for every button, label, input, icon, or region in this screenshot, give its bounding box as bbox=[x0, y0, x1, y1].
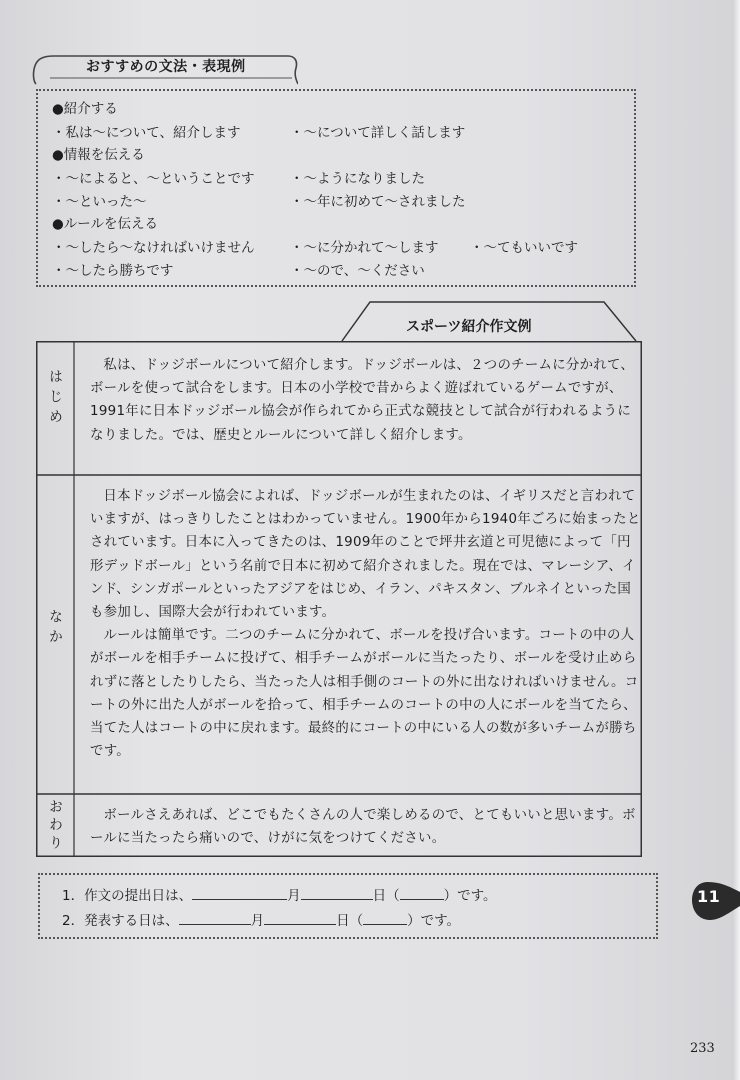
row-label-owari bbox=[36, 799, 74, 859]
grammar-item: ・〜したら勝ちです bbox=[52, 263, 174, 279]
day-blank[interactable] bbox=[264, 912, 336, 925]
page-number: 233 bbox=[690, 1041, 715, 1056]
month-label: 月 bbox=[250, 913, 265, 929]
weekday-blank[interactable] bbox=[363, 912, 407, 925]
weekday-blank[interactable] bbox=[400, 887, 444, 900]
essay-conclusion bbox=[90, 804, 642, 850]
grammar-item: ・〜したら〜なければいけません bbox=[52, 240, 255, 256]
grammar-item: ・〜年に初めて〜されました bbox=[290, 194, 466, 210]
example-title-tab bbox=[340, 300, 640, 342]
example-essay-table bbox=[36, 341, 642, 857]
grammar-item: ・〜に分かれて〜します bbox=[290, 240, 439, 256]
essay-paragraph: 日本ドッジボール協会によれば、ドッジボールが生まれたのは、イギリスだと言われていますが、はっきりしたことはわかっていません。1900年から1940年ごろに始まったとされています。日本に入ってきたのは、1909年のことで坪井玄道と可児徳によって「円形デッドボール」という名前で日本に初めて紹介されました。現在では、マレーシア、インド、シンガポールといったアジアをはじめ、イラン、パキスタン、ブルネイといった国も参加し、国際大会が行われています。 bbox=[90, 489, 641, 621]
essay-paragraph: ルールは簡単です。二つのチームに分かれて、ボールを投げ合います。コートの中の人がボールを相手チームに投げて、相手チームがボールに当たったり、ボールを受け止められずに落としたりしたら、当たった人は相手側のコートの外に出なければいけません。コートの外に出た人がボールを拾って、相手チームのコートの中の人にボールを当てたら、当てた人はコートの中に戻れます。最終的にコートの中にいる人の数が多いチームが勝ちです。 bbox=[90, 628, 639, 760]
essay-body bbox=[90, 485, 642, 763]
grammar-title-tab bbox=[30, 50, 298, 86]
grammar-heading: ●情報を伝える bbox=[52, 147, 145, 163]
row-label-text: はじめ bbox=[47, 369, 63, 429]
grammar-item: ・私は〜について、紹介します bbox=[52, 125, 241, 141]
essay-paragraph: 私は、ドッジボールについて紹介します。ドッジボールは、２つのチームに分かれて、ボールを使って試合をします。日本の小学校で昔からよく遊ばれているゲームですが、1991年に日本ドッジボール協会が作られてから正式な競技として試合が行われるようになりました。では、歴史とルールについて詳しく紹介します。 bbox=[90, 358, 635, 443]
presentation-date-line bbox=[62, 909, 460, 929]
chapter-number: 11 bbox=[697, 887, 721, 906]
month-blank[interactable] bbox=[192, 887, 287, 900]
month-label: 月 bbox=[287, 888, 301, 904]
grammar-item: ・〜によると、〜ということです bbox=[52, 171, 255, 187]
closing-label: ）です。 bbox=[407, 913, 461, 929]
grammar-item: ・〜ので、〜ください bbox=[290, 263, 425, 279]
grammar-item: ・〜といった〜 bbox=[52, 194, 147, 210]
example-title: スポーツ紹介作文例 bbox=[406, 319, 532, 335]
grammar-heading: ●紹介する bbox=[52, 101, 118, 117]
month-blank[interactable] bbox=[179, 912, 251, 925]
presentation-date-label: 2．発表する日は、 bbox=[62, 913, 179, 929]
day-label: 日（ bbox=[372, 888, 400, 904]
row-label-naka bbox=[36, 609, 74, 655]
day-label: 日（ bbox=[336, 913, 364, 929]
row-label-hajime bbox=[36, 369, 74, 435]
grammar-item: ・〜について詳しく話します bbox=[290, 125, 466, 141]
closing-label: ）です。 bbox=[443, 888, 497, 904]
grammar-box bbox=[36, 89, 636, 287]
row-label-text: おわり bbox=[47, 799, 63, 853]
due-date-box bbox=[38, 873, 658, 939]
submission-date-label: 1．作文の提出日は、 bbox=[62, 888, 193, 904]
day-blank[interactable] bbox=[301, 887, 373, 900]
essay-intro bbox=[90, 354, 642, 447]
chapter-badge bbox=[690, 878, 740, 924]
grammar-heading: ●ルールを伝える bbox=[52, 216, 159, 232]
row-label-text: なか bbox=[47, 609, 63, 649]
grammar-item: ・〜ようになりました bbox=[290, 171, 425, 187]
submission-date-line bbox=[62, 884, 497, 904]
grammar-title: おすすめの文法・表現例 bbox=[86, 59, 246, 75]
essay-paragraph: ボールさえあれば、どこでもたくさんの人で楽しめるので、とてもいいと思います。ボールに当たったら痛いので、けがに気をつけてください。 bbox=[90, 808, 636, 847]
grammar-item: ・〜てもいいです bbox=[470, 240, 578, 256]
